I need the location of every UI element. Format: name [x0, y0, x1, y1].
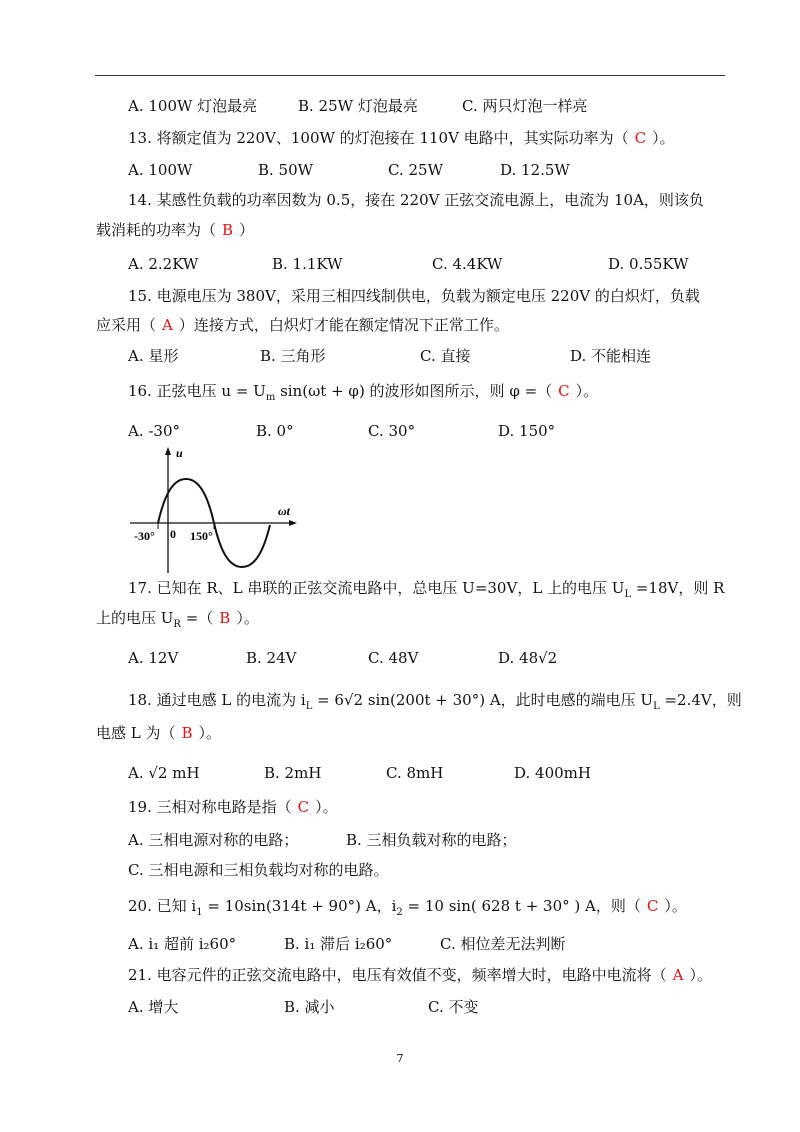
q16-option-d: D. 150°: [498, 422, 556, 440]
q17-question-line1: 17. 已知在 R、L 串联的正弦交流电路中，总电压 U=30V，L 上的电压 $U_L =18V$，则 R: [128, 579, 725, 600]
header-rule: [95, 75, 725, 76]
q14-question-line1: 14. 某感性负载的功率因数为 0.5，接在 220V 正弦交流电源上，电流为 10A，则该负: [128, 191, 704, 209]
q21-option-a: A. 增大: [128, 998, 179, 1016]
q19-option-b: B. 三相负载对称的电路；: [346, 831, 517, 849]
q18-question-line2: 电感 L 为（ B ）。: [96, 724, 222, 742]
q17-option-b: B. 24V: [246, 649, 297, 667]
q16-option-b: B. 0°: [256, 422, 294, 440]
q16-answer: C: [558, 382, 570, 400]
x-axis-arrow: [289, 520, 297, 526]
q19-option-a: A. 三相电源对称的电路；: [128, 831, 299, 849]
q14-option-b: B. 1.1KW: [272, 255, 343, 273]
q18-answer: B: [181, 724, 193, 742]
q12-option-a: A. 100W 灯泡最亮: [128, 97, 258, 115]
q19-option-c: C. 三相电源和三相负载均对称的电路。: [128, 861, 389, 879]
q21-option-b: B. 减小: [284, 998, 335, 1016]
label-150: 150°: [190, 529, 213, 543]
q14-option-c: C. 4.4KW: [432, 255, 503, 273]
q14-answer: B: [222, 221, 234, 239]
q15-option-a: A. 星形: [128, 347, 179, 365]
q16-option-a: A. -30°: [128, 422, 181, 440]
q13-option-c: C. 25W: [388, 161, 443, 179]
q17-answer: B: [219, 609, 231, 627]
q13-question: 13. 将额定值为 220V、100W 的灯泡接在 110V 电路中，其实际功率为（ C ）。: [128, 129, 675, 147]
q16-option-c: C. 30°: [368, 422, 416, 440]
label-origin: 0: [170, 527, 176, 541]
q15-option-b: B. 三角形: [260, 347, 326, 365]
q19-answer: C: [297, 798, 310, 816]
q15-question-line1: 15. 电源电压为 380V，采用三相四线制供电，负载为额定电压 220V 的白炽灯，负载: [128, 287, 700, 305]
q21-option-c: C. 不变: [428, 998, 479, 1016]
q17-option-c: C. 48V: [368, 649, 419, 667]
q18-option-c: C. 8mH: [386, 764, 444, 782]
q17-option-a: A. 12V: [128, 649, 179, 667]
q20-question: 20. 已知 $i_1 = 10\sin(314t + 90^\circ)$ A，$i_2 = 10$ sin( 628 t + 30° ) A，则（ C ）。: [128, 897, 687, 918]
q16-question: 16. 正弦电压 $u = U_m$ sin(ωt + φ) 的波形如图所示，则 φ =（ C ）。: [128, 382, 599, 403]
q13-option-b: B. 50W: [258, 161, 314, 179]
q20-answer: C: [646, 897, 659, 915]
page-number: 7: [396, 1052, 404, 1065]
q13-option-a: A. 100W: [128, 161, 193, 179]
q17-question-line2: 上的电压 $U_R$ =（ B ）。: [96, 609, 259, 630]
q12-option-c: C. 两只灯泡一样亮: [462, 97, 588, 115]
label-minus30: -30°: [134, 529, 155, 543]
q15-option-c: C. 直接: [420, 347, 471, 365]
y-axis-arrow: [165, 447, 171, 455]
x-axis-label: ωt: [278, 504, 291, 518]
q15-option-d: D. 不能相连: [570, 347, 652, 365]
q14-option-d: D. 0.55KW: [608, 255, 689, 273]
q18-question-line1: 18. 通过电感 L 的电流为 $i_L = 6√2$ sin(200t + 30°) A，此时电感的端电压 $U_L =2.4V$，则: [128, 691, 742, 712]
q18-option-a: A. √2 mH: [128, 764, 200, 782]
q18-option-d: D. 400mH: [514, 764, 591, 782]
q21-question: 21. 电容元件的正弦交流电路中，电压有效值不变，频率增大时，电路中电流将（ A ）。: [128, 966, 712, 984]
q13-option-d: D. 12.5W: [500, 161, 570, 179]
q14-option-a: A. 2.2KW: [128, 255, 199, 273]
q20-option-c: C. 相位差无法判断: [440, 935, 566, 953]
sine-waveform-figure: [128, 445, 298, 575]
q17-option-d: D. 48√2: [498, 649, 558, 667]
q15-question-line2: 应采用（ A ）连接方式，白炽灯才能在额定情况下正常工作。: [96, 316, 509, 334]
q19-question: 19. 三相对称电路是指（ C ）。: [128, 798, 338, 816]
q13-answer: C: [634, 129, 647, 147]
q14-question-line2: 载消耗的功率为（ B ）: [96, 221, 255, 239]
q21-answer: A: [672, 966, 684, 984]
q20-option-a: A. i₁ 超前 i₂60°: [128, 935, 237, 953]
q12-option-b: B. 25W 灯泡最亮: [298, 97, 418, 115]
q18-option-b: B. 2mH: [264, 764, 322, 782]
y-axis-label: u: [176, 446, 183, 460]
q15-answer: A: [162, 316, 173, 334]
q20-option-b: B. i₁ 滞后 i₂60°: [284, 935, 393, 953]
